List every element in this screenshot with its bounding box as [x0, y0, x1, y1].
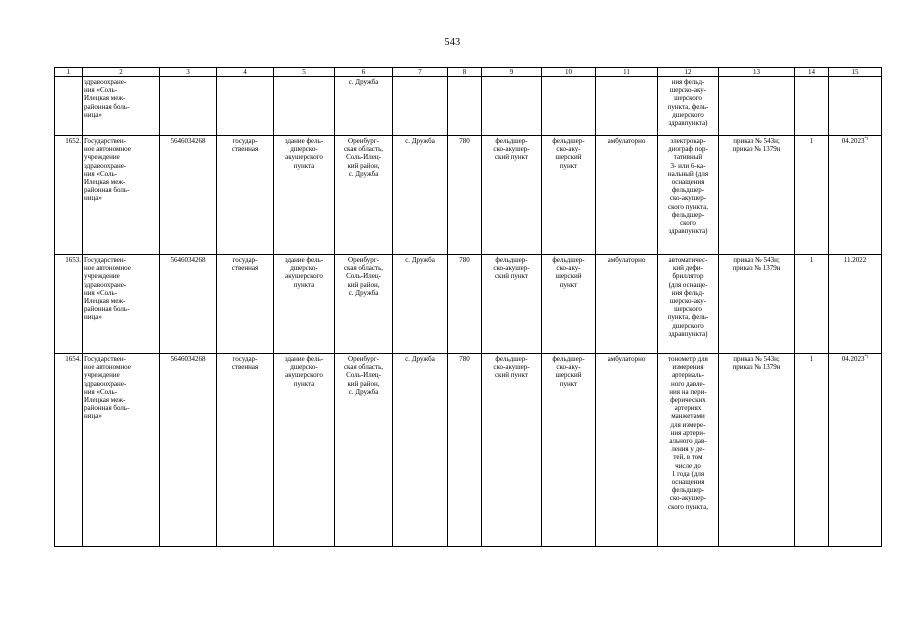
unit-type-cell: [482, 354, 542, 547]
organization-name: Государствен- ное автономное учреждение здравоохране- ния «Соль- Илецкая меж- районная боль- ница»: [84, 137, 131, 203]
column-header: 15: [829, 68, 882, 77]
locality-cell: [393, 354, 448, 547]
organization-name: Государствен- ное автономное учреждение здравоохране- ния «Соль- Илецкая меж- районная боль- ница»: [84, 256, 131, 322]
order-reference-cell: [719, 255, 795, 354]
inn: 5646034268: [170, 355, 206, 363]
delivery-date: 11.2022: [843, 256, 867, 264]
care-form-cell: [596, 136, 658, 255]
care-form-cell: [596, 255, 658, 354]
address: Оренбург- ская область, Соль-Илец- кий район, с. Дружба: [343, 256, 384, 297]
population-cell: [448, 136, 482, 255]
address-cell: [335, 255, 393, 354]
building-name-cell: [274, 136, 335, 255]
unit-name-cell: [542, 136, 596, 255]
population: 780: [459, 256, 470, 264]
organization-name: здравоохране- ния «Соль- Илецкая меж- районная боль- ница»: [84, 78, 130, 119]
column-header: 7: [393, 68, 448, 77]
equipment-name-cell: [658, 354, 719, 547]
column-header: 10: [542, 68, 596, 77]
row-number-cell: [55, 354, 83, 547]
column-header: 4: [217, 68, 274, 77]
care-form: амбулаторно: [607, 355, 646, 363]
ownership-form: государ- ственная: [231, 256, 259, 273]
delivery-date-cell: [829, 354, 882, 547]
address: с. Дружба: [348, 78, 379, 86]
organization-name: Государствен- ное автономное учреждение здравоохране- ния «Соль- Илецкая меж- районная боль- ница»: [84, 355, 131, 421]
row-number: 1652.: [65, 137, 81, 145]
table-row: [55, 354, 882, 547]
inn-cell: [160, 255, 217, 354]
equipment-name: тонометр для измерения артериаль- ного давле- ния на пери- ферических артериях манжетами для измере- ния артери- ального дав- ления у де- тей, в том числе до 1 года (для оснащения фельдшер- ско-акушер- ского пункта,: [668, 355, 708, 511]
inn-cell: [160, 136, 217, 255]
column-header: 5: [274, 68, 335, 77]
population-cell: [448, 255, 482, 354]
footnote-mark: *): [864, 135, 869, 141]
population: 780: [459, 355, 470, 363]
unit-type: фельдшер- ско-акушер- ский пункт: [493, 355, 530, 380]
ownership-form-cell: [217, 136, 274, 255]
locality-cell: [393, 77, 448, 136]
ownership-form: государ- ственная: [231, 137, 259, 154]
care-form: амбулаторно: [607, 137, 646, 145]
row-number-cell: [55, 77, 83, 136]
quantity: 1: [809, 137, 814, 145]
address-cell: [335, 136, 393, 255]
organization-name-cell: [83, 354, 160, 547]
column-header: 9: [482, 68, 542, 77]
equipment-name-cell: [658, 136, 719, 255]
footnote-mark: *): [864, 353, 869, 359]
building-name-cell: [274, 354, 335, 547]
unit-name: фельдшер- ско-аку- шерский пункт: [552, 355, 585, 388]
unit-type-cell: [482, 77, 542, 136]
ownership-form-cell: [217, 77, 274, 136]
delivery-date: 04.2023: [841, 137, 865, 145]
order-reference: приказ № 543н; приказ № 1379н: [732, 137, 781, 154]
column-header: 6: [335, 68, 393, 77]
register-table: [54, 67, 882, 547]
delivery-date: 04.2023: [841, 355, 865, 363]
unit-type: фельдшер- ско-акушер- ский пункт: [493, 137, 530, 162]
inn-cell: [160, 354, 217, 547]
organization-name-cell: [83, 136, 160, 255]
unit-type-cell: [482, 255, 542, 354]
row-number-cell: [55, 136, 83, 255]
order-reference: приказ № 543н; приказ № 1379н: [732, 256, 781, 273]
unit-name-cell: [542, 255, 596, 354]
unit-type-cell: [482, 136, 542, 255]
locality: с. Дружба: [405, 256, 435, 264]
building-name-cell: [274, 77, 335, 136]
address-cell: [335, 77, 393, 136]
equipment-name: автоматичес- кий дефи- бриллятор (для оснаще- ния фельд- шерско-аку- шерского пункта, фель- дшерского здравпункта): [667, 256, 709, 338]
ownership-form-cell: [217, 354, 274, 547]
row-number-cell: [55, 255, 83, 354]
quantity-cell: [795, 77, 829, 136]
column-header: 1: [55, 68, 83, 77]
organization-name-cell: [83, 77, 160, 136]
address-cell: [335, 354, 393, 547]
table-row: [55, 136, 882, 255]
care-form-cell: [596, 354, 658, 547]
building-name: здание фель- дшерско- акушерского пункта: [284, 137, 324, 170]
order-reference-cell: [719, 77, 795, 136]
column-header: 8: [448, 68, 482, 77]
population-cell: [448, 77, 482, 136]
quantity: 1: [809, 355, 814, 363]
row-number: 1653.: [65, 256, 81, 264]
unit-name-cell: [542, 77, 596, 136]
equipment-name-cell: [658, 255, 719, 354]
inn: 5646034268: [170, 137, 206, 145]
table-row: [55, 255, 882, 354]
building-name: здание фель- дшерско- акушерского пункта: [284, 355, 324, 388]
unit-name: фельдшер- ско-аку- шерский пункт: [552, 137, 585, 170]
care-form: амбулаторно: [607, 256, 646, 264]
column-header: 14: [795, 68, 829, 77]
ownership-form: государ- ственная: [231, 355, 259, 372]
order-reference: приказ № 543н; приказ № 1379н: [732, 355, 781, 372]
delivery-date-cell: [829, 255, 882, 354]
population-cell: [448, 354, 482, 547]
locality-cell: [393, 255, 448, 354]
quantity-cell: [795, 354, 829, 547]
delivery-date-cell: [829, 136, 882, 255]
equipment-name-cell: [658, 77, 719, 136]
header-row: [55, 68, 882, 77]
equipment-name: ния фельд- шерско-аку- шерского пункта, фель- дшерского здравпункта): [667, 78, 709, 128]
equipment-name: электрокар- диограф пор- тативный 3- или 6-ка- нальный (для оснащения фельдшер- ско-акушер- ского пункта, фельдшер- ского здравпункта): [667, 137, 709, 236]
locality: с. Дружба: [405, 355, 435, 363]
inn-cell: [160, 77, 217, 136]
locality-cell: [393, 136, 448, 255]
order-reference-cell: [719, 354, 795, 547]
building-name: здание фель- дшерско- акушерского пункта: [284, 256, 324, 289]
locality: с. Дружба: [405, 137, 435, 145]
order-reference-cell: [719, 136, 795, 255]
ownership-form-cell: [217, 255, 274, 354]
organization-name-cell: [83, 255, 160, 354]
column-header: 3: [160, 68, 217, 77]
unit-name-cell: [542, 354, 596, 547]
building-name-cell: [274, 255, 335, 354]
column-header: 11: [596, 68, 658, 77]
inn: 5646034268: [170, 256, 206, 264]
quantity: 1: [809, 256, 814, 264]
delivery-date-cell: [829, 77, 882, 136]
row-number: 1654.: [65, 355, 81, 363]
unit-name: фельдшер- ско-аку- шерский пункт: [552, 256, 585, 289]
column-header: 2: [83, 68, 160, 77]
page-number: 543: [444, 37, 461, 48]
care-form-cell: [596, 77, 658, 136]
table-row: [55, 77, 882, 136]
quantity-cell: [795, 136, 829, 255]
column-header: 12: [658, 68, 719, 77]
quantity-cell: [795, 255, 829, 354]
address: Оренбург- ская область, Соль-Илец- кий район, с. Дружба: [343, 355, 384, 396]
population: 780: [459, 137, 470, 145]
table-body: [55, 77, 882, 547]
column-header: 13: [719, 68, 795, 77]
unit-type: фельдшер- ско-акушер- ский пункт: [493, 256, 530, 281]
address: Оренбург- ская область, Соль-Илец- кий район, с. Дружба: [343, 137, 384, 178]
